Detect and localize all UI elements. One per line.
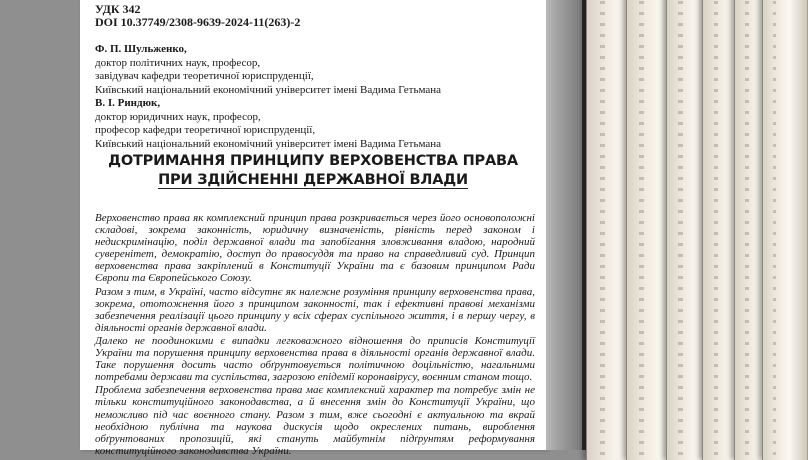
abstract: [95, 212, 535, 458]
article-page: [80, 0, 546, 457]
author-degree: доктор юридичних наук, професор,: [95, 110, 261, 123]
author-affiliation: Київський національний економічний університет імені Вадима Гетьмана: [95, 137, 442, 150]
udk-code: УДК 342: [95, 2, 141, 16]
title-line-1: ДОТРИМАННЯ ПРИНЦИПУ ВЕРХОВЕНСТВА ПРАВА: [108, 153, 518, 169]
book-pages-photo: [582, 0, 800, 450]
title-line-2: ПРИ ЗДІЙСНЕННІ ДЕРЖАВНОЇ ВЛАДИ: [158, 172, 468, 188]
book-leaf: [762, 0, 808, 460]
article-title: [80, 152, 546, 190]
author-position: завідувач кафедри теоретичної юриспруденції,: [95, 70, 314, 82]
abstract-paragraph: Далеко не поодинокими є випадки легковажного відношення до приписів Конституції України та порушення принципу верховенства права в діяльності органів державної влади. Таке порушення досить часто обґрунтовується політичною доцільністю, нагальними потребами держави та суспільства, загрозою епідемії коронавірусу, воєнним станом тощо.: [95, 334, 535, 384]
abstract-paragraph: Разом з тим, в Україні, часто відсутнє як належне розуміння принципу верховенства права, зокрема, ототожнення його з принципом законності, так і ефективні правові механізми забезпечення реалізації цього принципу у всіх сферах суспільного життя, і в першу чергу, в діяльності органів державної влади.: [95, 285, 535, 334]
article-identifiers: [95, 3, 300, 29]
abstract-paragraph: Верховенство права як комплексний принцип права розкривається через його основоположні складові, зокрема законність, юридичну визначеність, рівність перед законом і недискримінацію, поділ державної влади та запобігання зловживання владою, народний суверенітет, демократію, доступ до правосуддя та право на справедливий суд. Принцип верховенства права закріплений в Конституції України та є базовим принципом Ради Європи та Європейського Союзу.: [95, 212, 535, 285]
author-position: професор кафедри теоретичної юриспруденції,: [95, 124, 316, 136]
author-block: [95, 97, 441, 151]
author-block: [95, 43, 441, 97]
abstract-paragraph: Проблема забезпечення верховенства права має комплексний характер та потребує змін не тільки конституційного законодавства, а й внесення змін до Конституції України, що неможливо під час воєнного стану. Разом з тим, вже сьогодні є актуальною та вкрай необхідною публічна та наукова дискусія щодо окреслених питань, вироблення обґрунтованих пропозицій, які стануть майбутнім підґрунтям реформування конституційного законодавства України.: [95, 384, 535, 457]
author-name: В. І. Риндюк,: [95, 97, 161, 109]
author-name: Ф. П. Шульженко,: [95, 43, 187, 55]
author-affiliation: Київський національний економічний університет імені Вадима Гетьмана: [95, 83, 442, 96]
doi: DOI 10.37749/2308-9639-2024-11(263)-2: [95, 15, 301, 29]
page-gutter: [546, 0, 582, 450]
author-degree: доктор політичних наук, професор,: [95, 56, 261, 69]
author-list: [95, 43, 441, 151]
